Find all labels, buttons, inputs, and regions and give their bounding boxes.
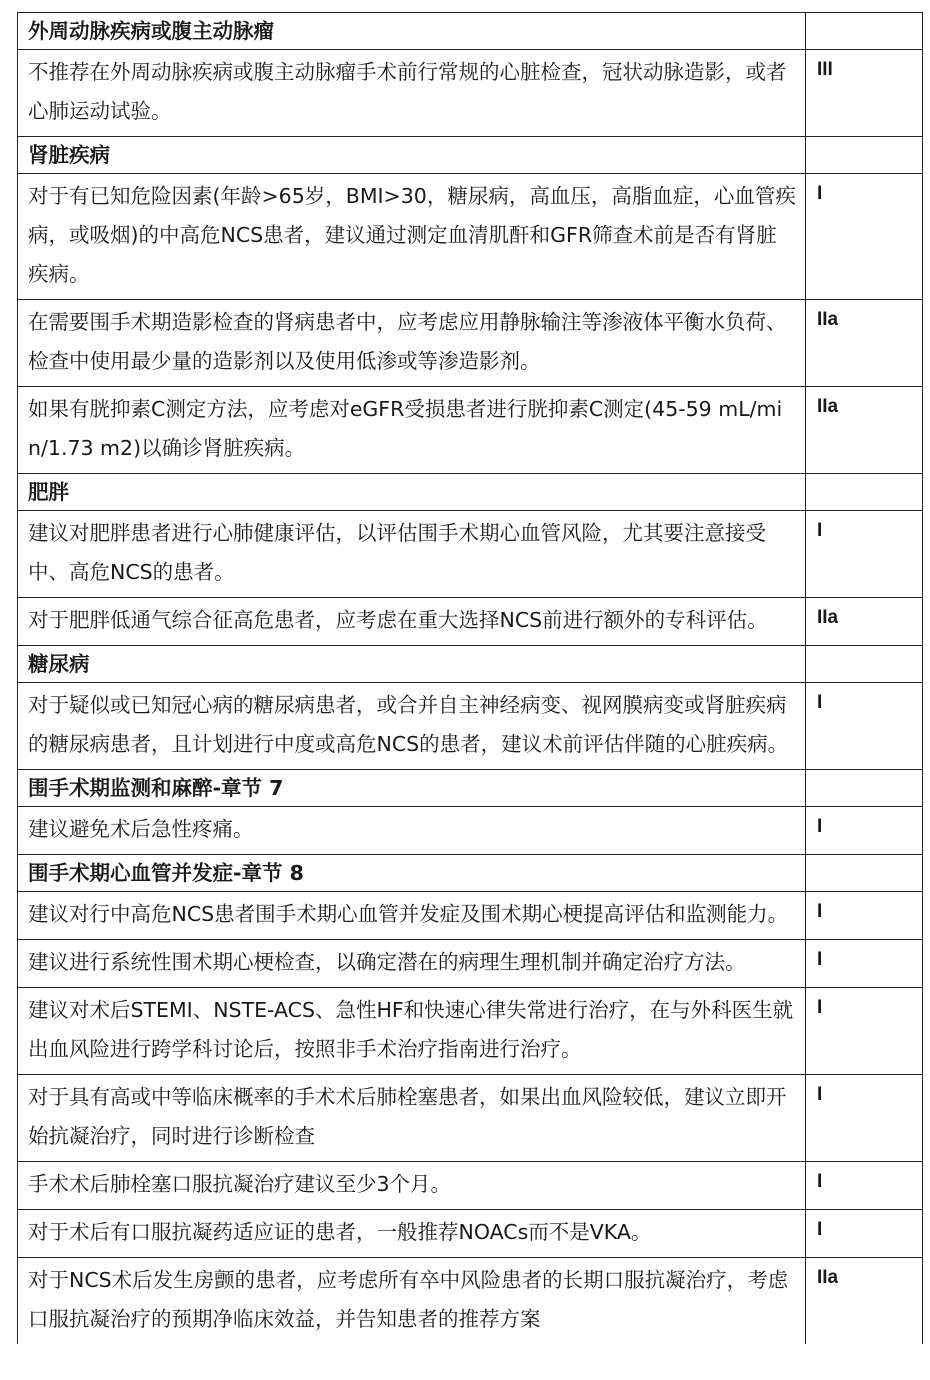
recommendation-class: III [806, 50, 923, 137]
recommendation-class: I [806, 892, 923, 940]
recommendation-row [18, 1258, 923, 1345]
section-header-row [18, 13, 923, 50]
recommendation-row [18, 988, 923, 1075]
recommendation-row [18, 598, 923, 646]
recommendation-text: 建议对肥胖患者进行心肺健康评估，以评估围手术期心血管风险，尤其要注意接受中、高危NCS的患者。 [18, 511, 806, 598]
recommendation-row [18, 807, 923, 855]
recommendation-row [18, 50, 923, 137]
recommendation-class: IIa [806, 1258, 923, 1345]
recommendation-row [18, 387, 923, 474]
recommendation-row [18, 892, 923, 940]
recommendation-text: 对于疑似或已知冠心病的糖尿病患者，或合并自主神经病变、视网膜病变或肾脏疾病的糖尿病患者，且计划进行中度或高危NCS的患者，建议术前评估伴随的心脏疾病。 [18, 683, 806, 770]
recommendation-class: I [806, 988, 923, 1075]
section-title: 肥胖 [18, 474, 806, 511]
recommendation-text: 如果有胱抑素C测定方法，应考虑对eGFR受损患者进行胱抑素C测定(45-59 mL/min/1.73 m2)以确诊肾脏疾病。 [18, 387, 806, 474]
recommendation-class [806, 13, 923, 50]
recommendation-class: IIa [806, 598, 923, 646]
section-title: 围手术期心血管并发症-章节 8 [18, 855, 806, 892]
recommendation-text: 建议进行系统性围术期心梗检查，以确定潜在的病理生理机制并确定治疗方法。 [18, 940, 806, 988]
recommendation-row [18, 174, 923, 300]
recommendation-class: IIa [806, 300, 923, 387]
section-header-row [18, 855, 923, 892]
section-header-row [18, 137, 923, 174]
recommendation-class [806, 474, 923, 511]
recommendation-class [806, 855, 923, 892]
recommendation-class: I [806, 940, 923, 988]
section-header-row [18, 646, 923, 683]
section-header-row [18, 770, 923, 807]
recommendation-text: 对于术后有口服抗凝药适应证的患者，一般推荐NOACs而不是VKA。 [18, 1210, 806, 1258]
recommendation-text: 在需要围手术期造影检查的肾病患者中，应考虑应用静脉输注等渗液体平衡水负荷、检查中使用最少量的造影剂以及使用低渗或等渗造影剂。 [18, 300, 806, 387]
recommendation-row [18, 511, 923, 598]
recommendation-row [18, 940, 923, 988]
recommendation-class [806, 770, 923, 807]
recommendation-class: IIa [806, 387, 923, 474]
recommendation-text: 手术术后肺栓塞口服抗凝治疗建议至少3个月。 [18, 1162, 806, 1210]
recommendation-text: 不推荐在外周动脉疾病或腹主动脉瘤手术前行常规的心脏检查，冠状动脉造影，或者心肺运动试验。 [18, 50, 806, 137]
recommendation-text: 对于NCS术后发生房颤的患者，应考虑所有卒中风险患者的长期口服抗凝治疗，考虑口服抗凝治疗的预期净临床效益，并告知患者的推荐方案 [18, 1258, 806, 1345]
recommendation-text: 建议对行中高危NCS患者围手术期心血管并发症及围术期心梗提高评估和监测能力。 [18, 892, 806, 940]
table-body [18, 13, 923, 1345]
recommendation-text: 对于肥胖低通气综合征高危患者，应考虑在重大选择NCS前进行额外的专科评估。 [18, 598, 806, 646]
recommendation-row [18, 1075, 923, 1162]
recommendation-text: 建议对术后STEMI、NSTE-ACS、急性HF和快速心律失常进行治疗，在与外科医生就出血风险进行跨学科讨论后，按照非手术治疗指南进行治疗。 [18, 988, 806, 1075]
recommendation-class: I [806, 1162, 923, 1210]
recommendation-class: I [806, 174, 923, 300]
section-title: 肾脏疾病 [18, 137, 806, 174]
recommendation-class: I [806, 1075, 923, 1162]
recommendation-class [806, 137, 923, 174]
recommendation-table [17, 12, 923, 1344]
recommendation-text: 建议避免术后急性疼痛。 [18, 807, 806, 855]
recommendation-row [18, 1162, 923, 1210]
recommendation-class: I [806, 807, 923, 855]
recommendation-text: 对于有已知危险因素(年龄>65岁，BMI>30，糖尿病，高血压，高脂血症，心血管疾病，或吸烟)的中高危NCS患者，建议通过测定血清肌酐和GFR筛查术前是否有肾脏疾病。 [18, 174, 806, 300]
recommendation-class [806, 646, 923, 683]
recommendation-row [18, 300, 923, 387]
section-title: 围手术期监测和麻醉-章节 7 [18, 770, 806, 807]
section-header-row [18, 474, 923, 511]
section-title: 外周动脉疾病或腹主动脉瘤 [18, 13, 806, 50]
section-title: 糖尿病 [18, 646, 806, 683]
recommendation-class: I [806, 683, 923, 770]
recommendation-text: 对于具有高或中等临床概率的手术术后肺栓塞患者，如果出血风险较低，建议立即开始抗凝治疗，同时进行诊断检查 [18, 1075, 806, 1162]
recommendation-row [18, 1210, 923, 1258]
recommendation-class: I [806, 511, 923, 598]
recommendation-class: I [806, 1210, 923, 1258]
recommendation-row [18, 683, 923, 770]
